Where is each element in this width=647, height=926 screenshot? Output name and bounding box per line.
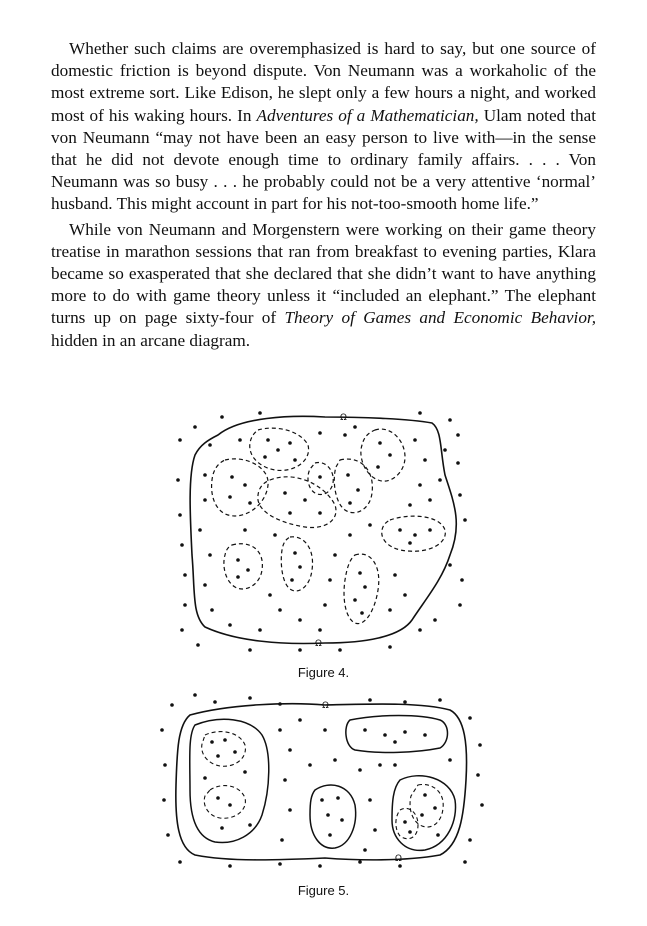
fig4-omega-bottom: Ω: [315, 639, 322, 649]
fig4-outer-boundary: [190, 416, 456, 643]
fig5-subregion-right-small: [396, 808, 418, 838]
fig5-region-center: [310, 785, 356, 848]
fig5-omega-bottom: Ω: [395, 854, 402, 864]
fig5-subregion-left-bottom: [204, 786, 245, 819]
fig5-region-top-right: [346, 716, 448, 753]
fig5-region-left: [190, 719, 269, 842]
paragraph-2-text-a: While von Neumann and Morgenstern were working on their game theory treatise in marathon sessions that ran from breakfast to evening parties, Klara became so exasperated that she declared that she didn’t want to have anything more to do with game theory unless it “included an elephant.” The elephant turns up on page sixty-four of: [51, 219, 596, 328]
fig5-subregion-left-top: [202, 732, 246, 767]
fig5-outer-boundary: [176, 704, 467, 860]
fig4-region-leg2: [281, 537, 312, 591]
fig4-region-back: [258, 477, 336, 528]
fig4-region-mid: [334, 459, 372, 513]
fig5-omega-top: Ω: [322, 701, 329, 711]
paragraph-1: [51, 38, 596, 216]
fig5-region-right: [392, 776, 456, 851]
figure-4-diagram: [150, 405, 490, 655]
figure-5: [150, 690, 490, 870]
book-title-adventures: Adventures of a Mathematician,: [256, 105, 479, 125]
fig4-region-ear: [361, 429, 405, 481]
book-title-theory-of-games: Theory of Games and Economic Behavior,: [284, 308, 596, 328]
body-text: [51, 38, 596, 352]
paragraph-2: [51, 219, 596, 352]
figure-5-diagram: [150, 690, 490, 870]
fig4-region-leg1: [224, 544, 262, 589]
figure-4: [150, 405, 490, 655]
figure-4-caption: Figure 4.: [297, 665, 350, 680]
fig4-omega-top: Ω: [340, 413, 347, 423]
fig5-subregion-right: [410, 784, 443, 827]
fig4-region-body: [212, 459, 269, 516]
paragraph-2-text-c: hidden in an arcane diagram.: [51, 330, 250, 350]
fig4-region-tail: [382, 516, 446, 551]
paragraph-1-text-c: Ulam noted that von Neumann “may not have been an easy person to live with—in the sense that he did not devote enough time to ordinary family affairs. . . . Von Neumann was so busy . . . he probably could not be a very attentive ‘normal’ husband. This might account in part for his not-too-smooth home life.”: [51, 105, 596, 214]
figure-5-caption: Figure 5.: [297, 883, 350, 898]
paragraph-1-text-a: Whether such claims are overemphasized is hard to say, but one source of domestic friction is beyond dispute. Von Neumann was a workaholic of the most extreme sort. Like Edison, he slept only a few hours a night, and worked most of his waking hours. In: [51, 39, 596, 125]
fig4-dots: [176, 411, 467, 652]
